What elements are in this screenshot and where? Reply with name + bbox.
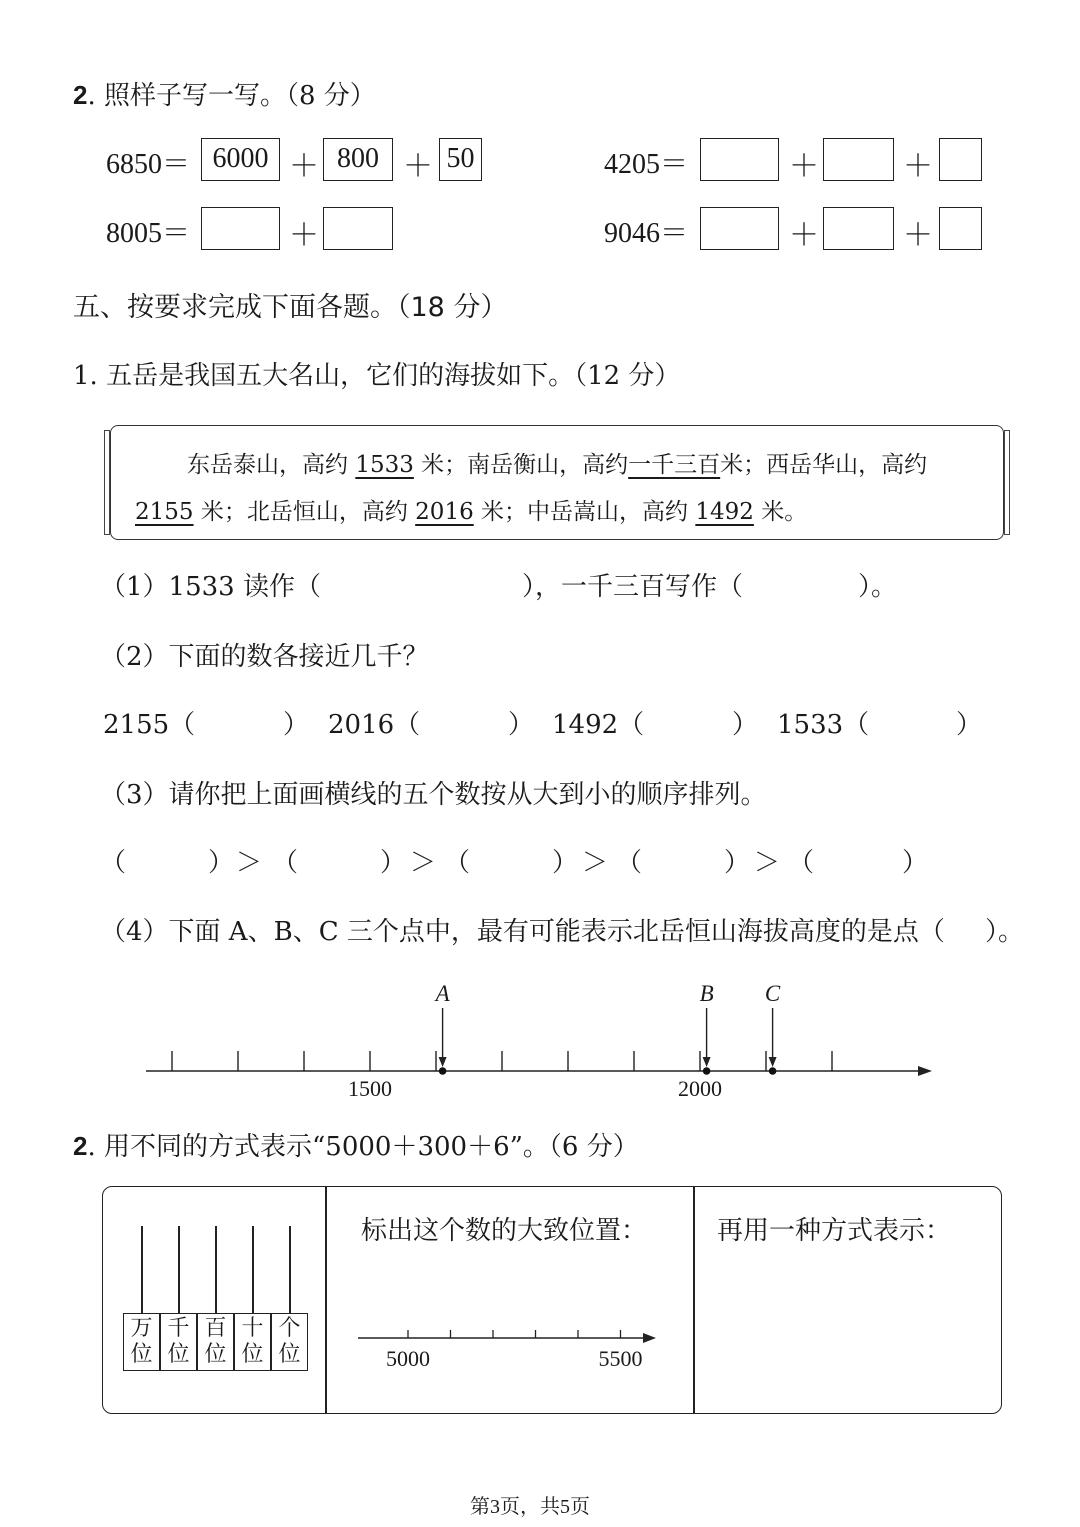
answer-box[interactable]: [201, 207, 280, 250]
open-paren: （: [100, 848, 127, 878]
small-axis-arrow-icon: [643, 1333, 656, 1343]
plus-sign: ＋: [289, 219, 319, 252]
plus-sign: ＋: [903, 150, 933, 183]
eq-lhs-6850: 6850＝: [106, 149, 191, 180]
small-number-line: [340, 1315, 680, 1375]
close-paren: ）: [380, 848, 407, 878]
place-ones: 个 位: [271, 1313, 308, 1371]
close-paren: ）: [283, 710, 310, 740]
small-tick-label: 5000: [386, 1346, 430, 1371]
answer-box[interactable]: 50: [439, 138, 482, 181]
sub2-title: （2）下面的数各接近几千？: [100, 642, 429, 672]
number-line: [0, 970, 1080, 1110]
point-arrow-icon: [703, 1057, 711, 1067]
sub1-a: （1）1533 读作（: [100, 572, 321, 602]
q2b-title: 2. 用不同的方式表示“5000＋300＋6”。（6 分）: [73, 1131, 639, 1162]
right-title: 再用一种方式表示：: [717, 1216, 952, 1246]
eq-lhs-4205: 4205＝: [604, 149, 689, 180]
scroll-right-edge: [1004, 430, 1010, 535]
mid-title: 标出这个数的大致位置：: [361, 1216, 648, 1246]
sub4-end: ）。: [985, 917, 1025, 947]
answer-box[interactable]: 800: [323, 138, 393, 181]
place-ten-thousands: 万 位: [123, 1313, 160, 1371]
sub1-c: ）。: [858, 572, 898, 602]
axis-arrow-icon: [918, 1066, 932, 1076]
sub4-title: （4）下面 A、B、C 三个点中，最有可能表示北岳恒山海拔高度的是点（: [100, 917, 945, 947]
abacus-rod: [178, 1226, 180, 1314]
approx-item: 1533（: [777, 710, 870, 740]
greater-than-sign: ＞: [236, 848, 263, 878]
close-paren: ）: [956, 710, 983, 740]
approx-item: 2016（: [328, 710, 421, 740]
passage-line-1: 东岳泰山，高约 1533 米；南岳衡山，高约一千三百米；西岳华山，高约: [187, 452, 928, 478]
answer-box[interactable]: [939, 138, 982, 181]
abacus-rod: [289, 1226, 291, 1314]
eq-lhs-9046: 9046＝: [604, 218, 689, 249]
answer-box[interactable]: [700, 207, 779, 250]
answer-box[interactable]: [823, 138, 894, 181]
greater-than-sign: ＞: [754, 848, 781, 878]
small-tick-label: 5500: [598, 1346, 643, 1371]
close-paren: ）: [508, 710, 535, 740]
plus-sign: ＋: [903, 219, 933, 252]
abacus-rod: [252, 1226, 254, 1314]
tick-label: 2000: [678, 1076, 722, 1101]
close-paren: ）: [208, 848, 235, 878]
greater-than-sign: ＞: [582, 848, 609, 878]
open-paren: （: [788, 848, 815, 878]
answer-box[interactable]: 6000: [201, 138, 280, 181]
place-tens: 十 位: [234, 1313, 271, 1371]
point-label-A: A: [435, 981, 450, 1006]
eq-lhs-8005: 8005＝: [106, 218, 191, 249]
point-arrow-icon: [769, 1057, 777, 1067]
place-hundreds: 百 位: [197, 1313, 234, 1371]
close-paren: ）: [902, 848, 929, 878]
tick-label: 1500: [348, 1076, 392, 1101]
point-dot: [769, 1067, 777, 1075]
point-dot: [439, 1067, 447, 1075]
point-label-C: C: [764, 981, 781, 1006]
approx-item: 1492（: [552, 710, 645, 740]
close-paren: ）: [724, 848, 751, 878]
answer-box[interactable]: [939, 207, 982, 250]
greater-than-sign: ＞: [410, 848, 437, 878]
close-paren: ）: [732, 710, 759, 740]
plus-sign: ＋: [789, 150, 819, 183]
sub3-title: （3）请你把上面画横线的五个数按从大到小的顺序排列。: [100, 780, 767, 810]
open-paren: （: [272, 848, 299, 878]
q1-title: 1. 五岳是我国五大名山，它们的海拔如下。（12 分）: [73, 361, 681, 391]
close-paren: ）: [552, 848, 579, 878]
point-label-B: B: [699, 981, 714, 1006]
table-divider: [693, 1187, 695, 1413]
approx-item: 2155（: [103, 710, 196, 740]
open-paren: （: [444, 848, 471, 878]
open-paren: （: [616, 848, 643, 878]
plus-sign: ＋: [403, 150, 433, 183]
answer-box[interactable]: [700, 138, 779, 181]
plus-sign: ＋: [289, 150, 319, 183]
point-arrow-icon: [439, 1057, 447, 1067]
section-heading: 五、按要求完成下面各题。（18 分）: [73, 292, 508, 323]
place-thousands: 千 位: [160, 1313, 197, 1371]
plus-sign: ＋: [789, 219, 819, 252]
abacus-rod: [215, 1226, 217, 1314]
passage-line-2: 2155 米；北岳恒山，高约 2016 米；中岳嵩山，高约 1492 米。: [135, 499, 808, 525]
page-footer: 第3页，共5页: [470, 1496, 590, 1518]
table-divider: [325, 1187, 327, 1413]
answer-box[interactable]: [823, 207, 894, 250]
sub1-b: ），一千三百写作（: [522, 572, 744, 602]
q2-title: 2. 照样子写一写。（8 分）: [73, 80, 376, 111]
answer-box[interactable]: [323, 207, 393, 250]
point-dot: [703, 1067, 711, 1075]
abacus-rod: [141, 1226, 143, 1314]
